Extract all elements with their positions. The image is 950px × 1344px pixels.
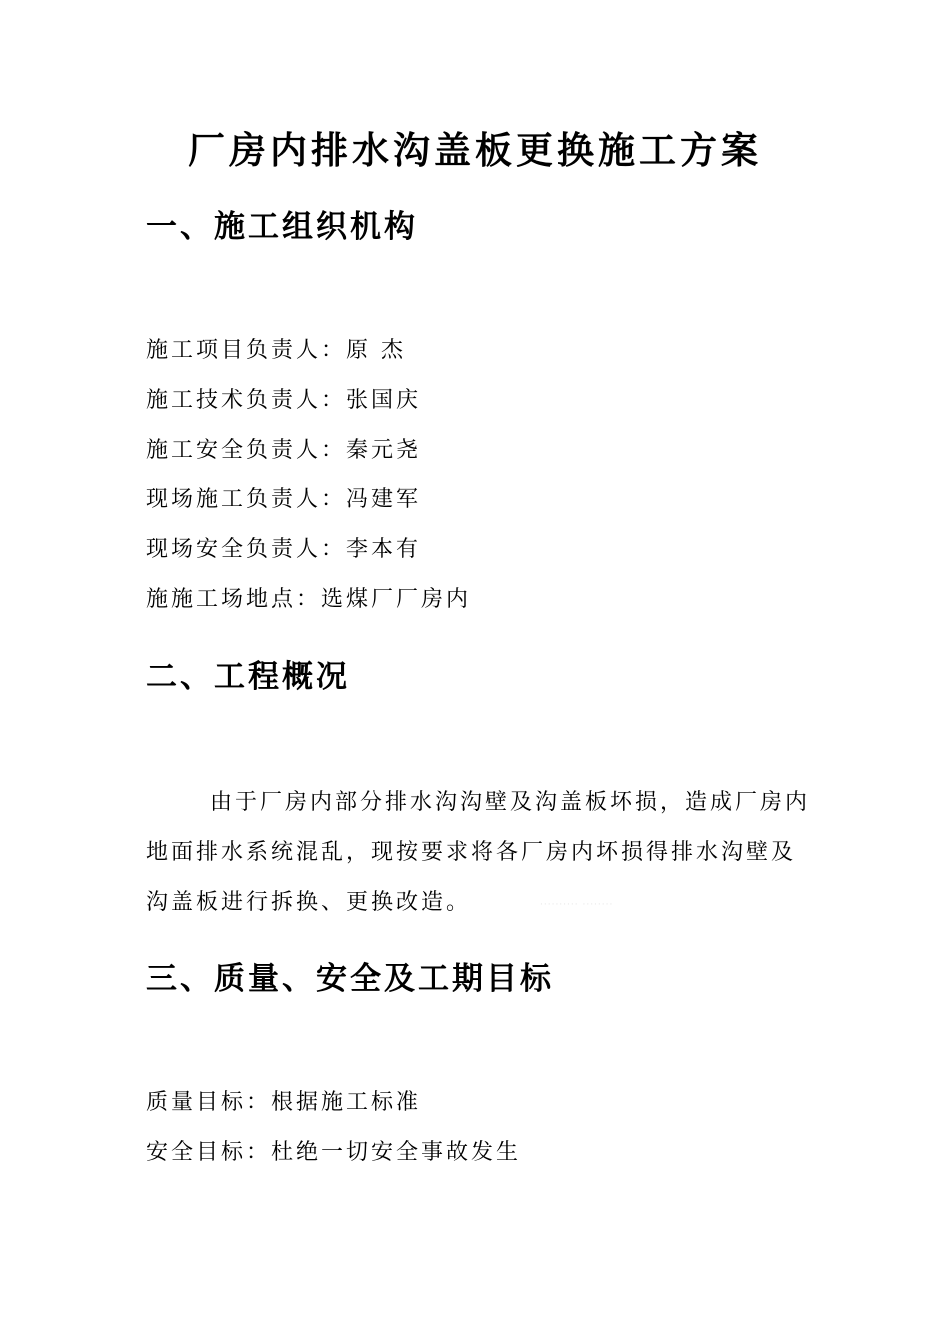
section-heading-organization: 一、施工组织机构	[146, 209, 418, 245]
safety-manager-line: 施工安全负责人：秦元尧	[146, 438, 422, 463]
technical-manager-line: 施工技术负责人：张国庆	[146, 388, 422, 413]
overview-paragraph: 由于厂房内部分排水沟沟壁及沟盖板坏损，造成厂房内地面排水系统混乱，现按要求将各厂房内坏损得排水沟壁及沟盖板进行拆换、更换改造。	[146, 790, 811, 915]
site-construction-manager-line: 现场施工负责人：冯建军	[146, 487, 422, 512]
page-title: 厂房内排水沟盖板更换施工方案	[188, 128, 762, 172]
project-manager-line: 施工项目负责人：原 杰	[146, 338, 406, 363]
construction-site-line: 施施工场地点：选煤厂厂房内	[146, 587, 472, 612]
safety-target-line: 安全目标：杜绝一切安全事故发生	[146, 1140, 522, 1165]
watermark-text: ·········· ········	[540, 900, 614, 910]
site-safety-manager-line: 现场安全负责人：李本有	[146, 537, 422, 562]
quality-target-line: 质量目标：根据施工标准	[146, 1090, 422, 1115]
section-heading-overview: 二、工程概况	[146, 659, 350, 695]
section-heading-targets: 三、质量、安全及工期目标	[146, 961, 554, 997]
